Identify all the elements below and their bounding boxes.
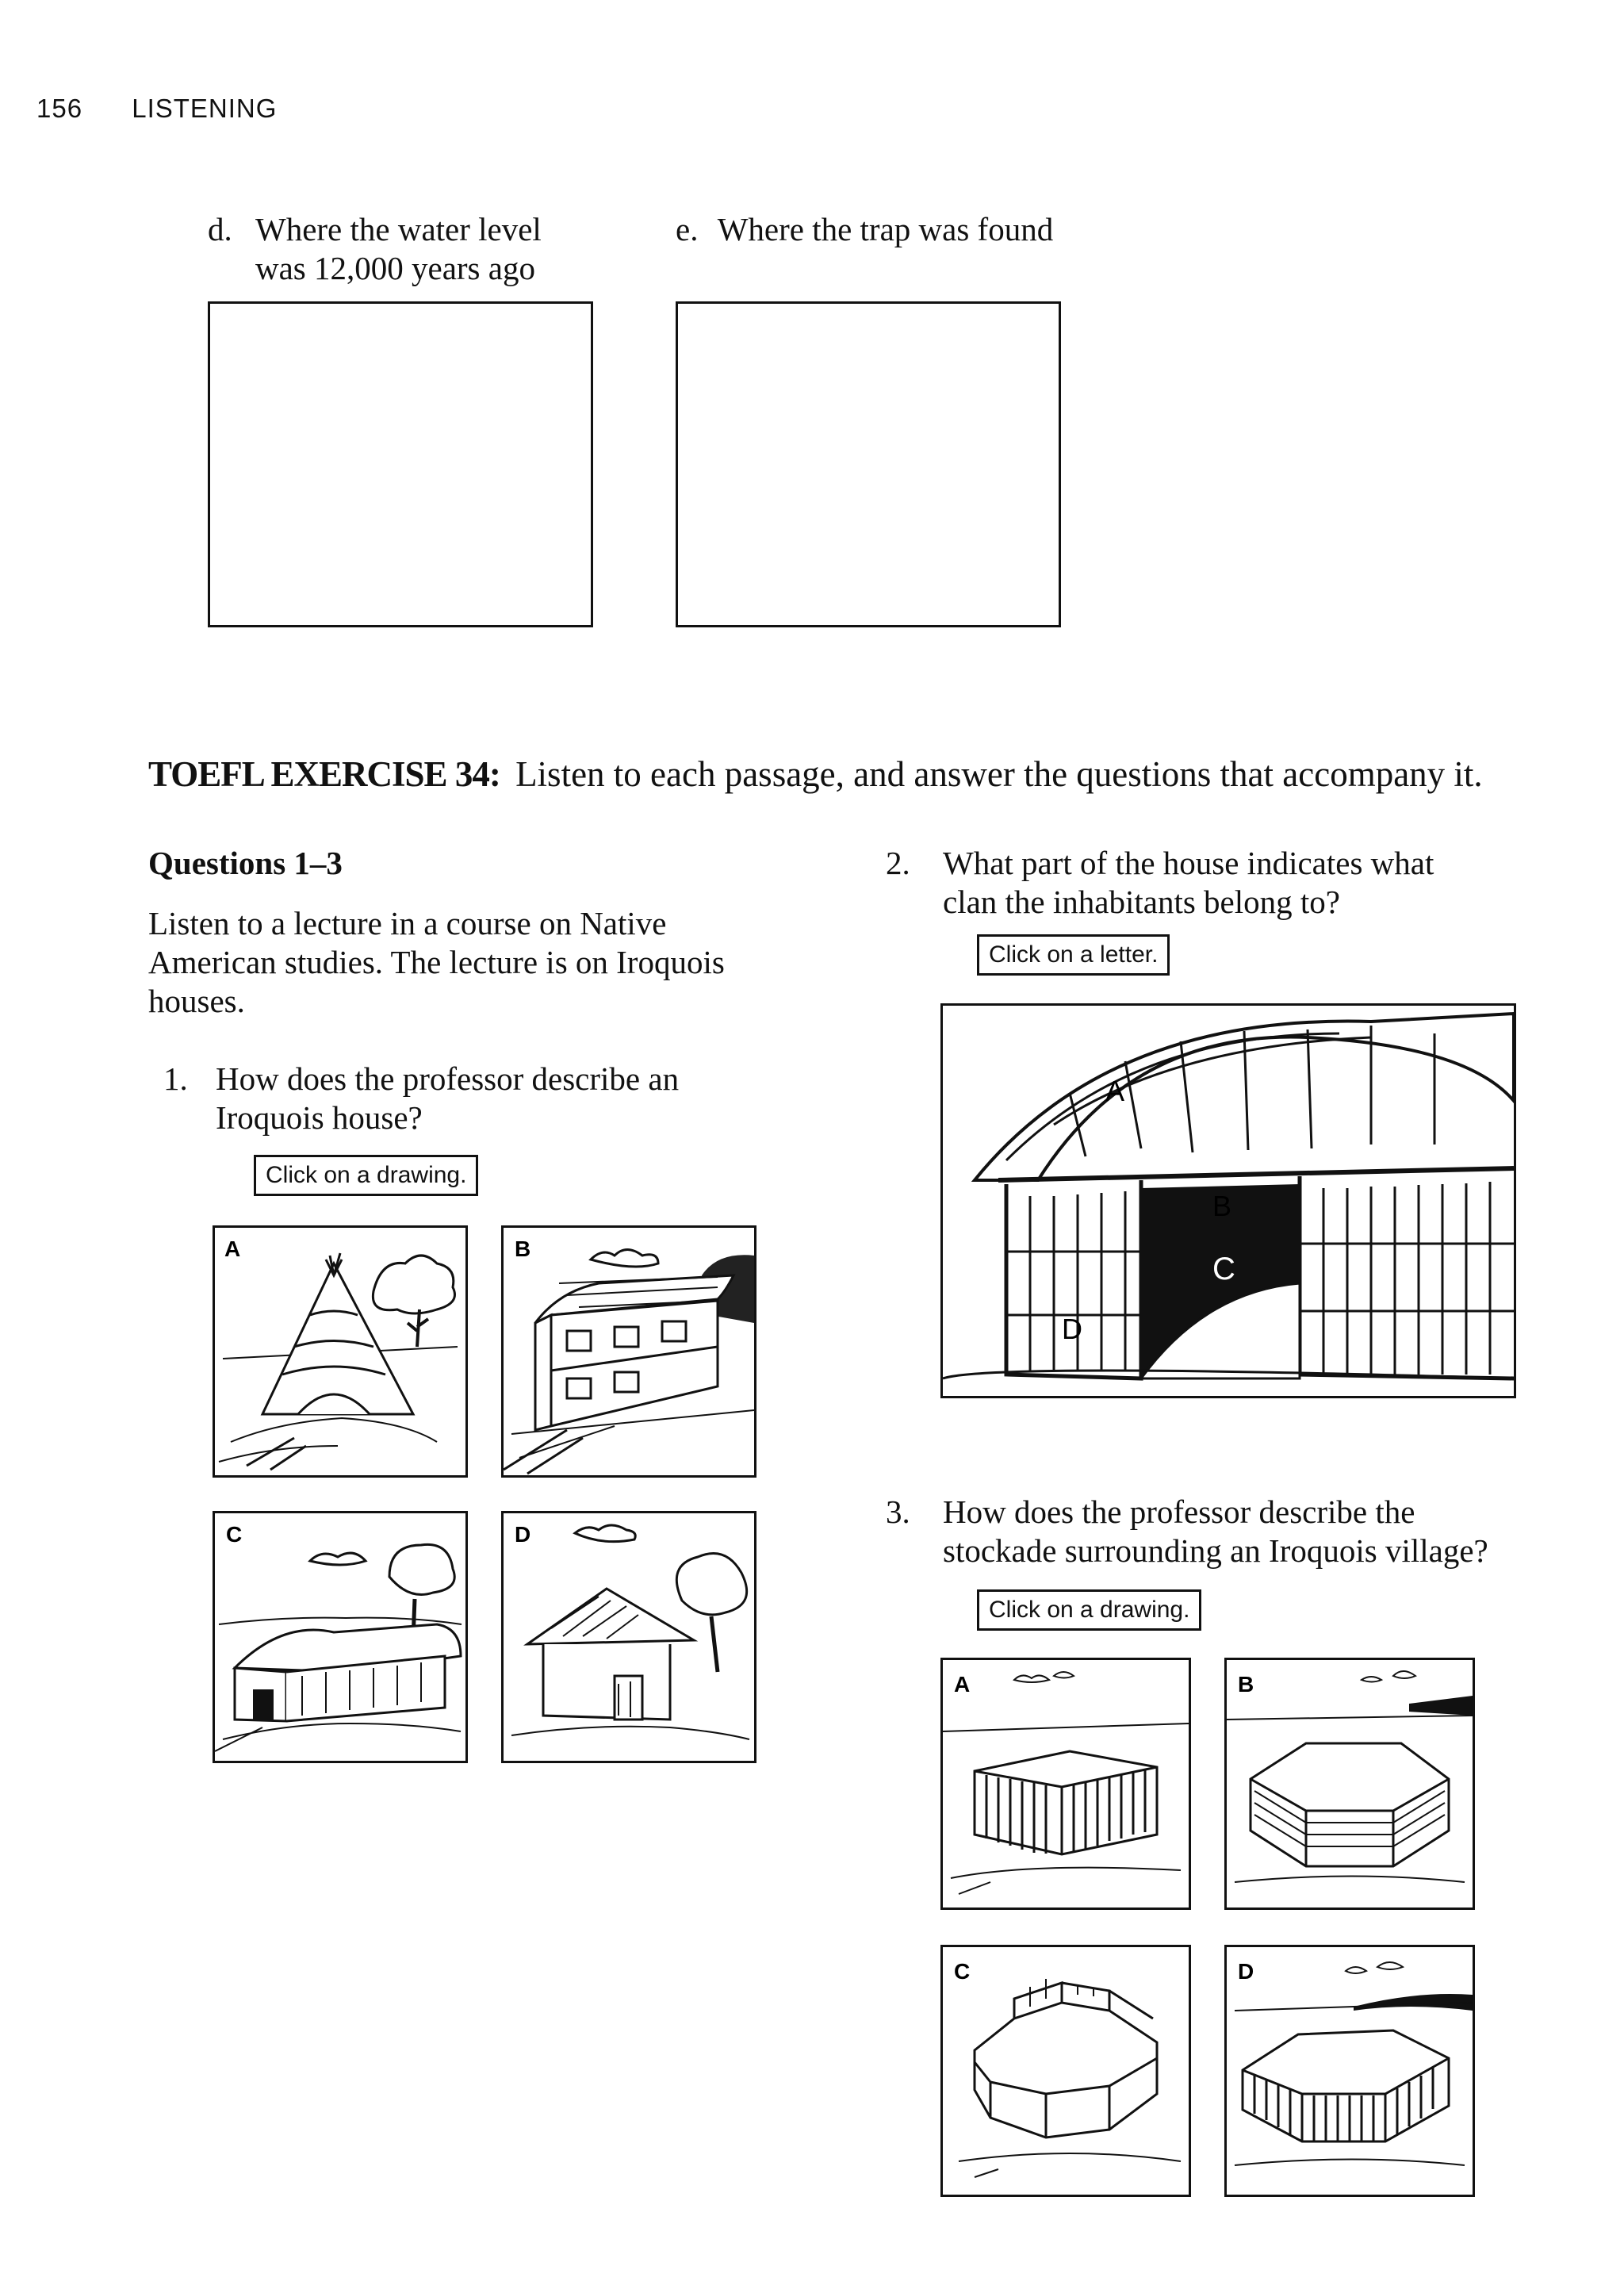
- q1-line2: Iroquois house?: [216, 1099, 423, 1136]
- q1-option-b-letter: B: [515, 1237, 531, 1261]
- q2-line2: clan the inhabitants belong to?: [943, 884, 1340, 920]
- q3-option-c-letter: C: [954, 1959, 971, 1984]
- item-d-line2: was 12,000 years ago: [255, 250, 535, 286]
- q3-click-drawing-button[interactable]: Click on a drawing.: [977, 1589, 1201, 1631]
- intro-line1: Listen to a lecture in a course on Native: [148, 905, 667, 941]
- q2-number: 2.: [886, 845, 910, 881]
- hut-drawing: [504, 1513, 754, 1761]
- building-drawing: [504, 1228, 754, 1475]
- q1-click-drawing-button[interactable]: Click on a drawing.: [254, 1155, 478, 1196]
- square-stockade-drawing: [943, 1660, 1189, 1908]
- item-e: [676, 210, 1053, 249]
- q3-line2: stockade surrounding an Iroquois village?: [943, 1532, 1488, 1569]
- item-e-letter: e.: [676, 211, 699, 247]
- item-d: [208, 210, 542, 286]
- question-2: [886, 844, 1434, 920]
- q3-option-b-hexagon-board-wall[interactable]: [1224, 1658, 1475, 1910]
- q3-option-a-letter: A: [954, 1672, 971, 1697]
- answer-box-d[interactable]: [208, 301, 593, 627]
- item-e-line1: Where the trap was found: [717, 211, 1054, 247]
- intro-line3: houses.: [148, 983, 245, 1019]
- q2-label-d[interactable]: D: [1062, 1313, 1082, 1345]
- q1-option-c-letter: C: [226, 1522, 243, 1547]
- q3-option-b-letter: B: [1238, 1672, 1254, 1697]
- page-number: 156: [36, 94, 83, 123]
- q3-option-d-letter: D: [1238, 1959, 1254, 1984]
- questions-heading: Questions 1–3: [148, 845, 343, 881]
- longhouse-drawing: [215, 1513, 465, 1761]
- q1-option-b-building[interactable]: [501, 1225, 756, 1478]
- item-d-line1: Where the water level: [255, 211, 542, 247]
- question-3: [886, 1493, 1488, 1569]
- hexagon-palisade-drawing: [1227, 1947, 1473, 2195]
- q1-option-a-letter: A: [224, 1237, 241, 1261]
- exercise-title: TOEFL EXERCISE 34:: [148, 754, 500, 794]
- q1-line1: How does the professor describe an: [216, 1060, 680, 1097]
- page-header: [36, 94, 277, 124]
- q3-option-d-hexagon-palisade[interactable]: [1224, 1945, 1475, 2197]
- q1-number: 1.: [163, 1060, 188, 1097]
- q2-longhouse-picture: [940, 1003, 1516, 1398]
- tipi-drawing: [215, 1228, 465, 1475]
- longhouse-closeup-drawing: [943, 1006, 1514, 1396]
- exercise-instruction: Listen to each passage, and answer the questions that accompany it.: [515, 754, 1483, 794]
- q1-option-c-longhouse[interactable]: [213, 1511, 468, 1763]
- answer-box-e[interactable]: [676, 301, 1061, 627]
- q2-label-a[interactable]: A: [1105, 1075, 1125, 1107]
- q1-option-d-hut[interactable]: [501, 1511, 756, 1763]
- q2-label-b[interactable]: B: [1212, 1190, 1232, 1222]
- q2-click-letter-button[interactable]: Click on a letter.: [977, 934, 1170, 976]
- octagon-plank-wall-drawing: [943, 1947, 1189, 2195]
- lecture-intro: [148, 904, 725, 1021]
- q3-option-a-square-stockade[interactable]: [940, 1658, 1191, 1910]
- q3-line1: How does the professor describe the: [943, 1493, 1415, 1530]
- q3-option-c-octagon-plank-wall[interactable]: [940, 1945, 1191, 2197]
- q1-option-d-letter: D: [515, 1522, 531, 1547]
- section-title: LISTENING: [132, 94, 278, 123]
- exercise-heading: [148, 753, 1483, 795]
- q1-option-a-tipi[interactable]: [213, 1225, 468, 1478]
- hexagon-board-wall-drawing: [1227, 1660, 1473, 1908]
- q2-line1: What part of the house indicates what: [943, 845, 1434, 881]
- q2-label-c[interactable]: C: [1212, 1252, 1235, 1286]
- intro-line2: American studies. The lecture is on Iroquois: [148, 944, 725, 980]
- item-d-letter: d.: [208, 211, 232, 247]
- q3-number: 3.: [886, 1493, 910, 1530]
- question-1: [163, 1060, 680, 1136]
